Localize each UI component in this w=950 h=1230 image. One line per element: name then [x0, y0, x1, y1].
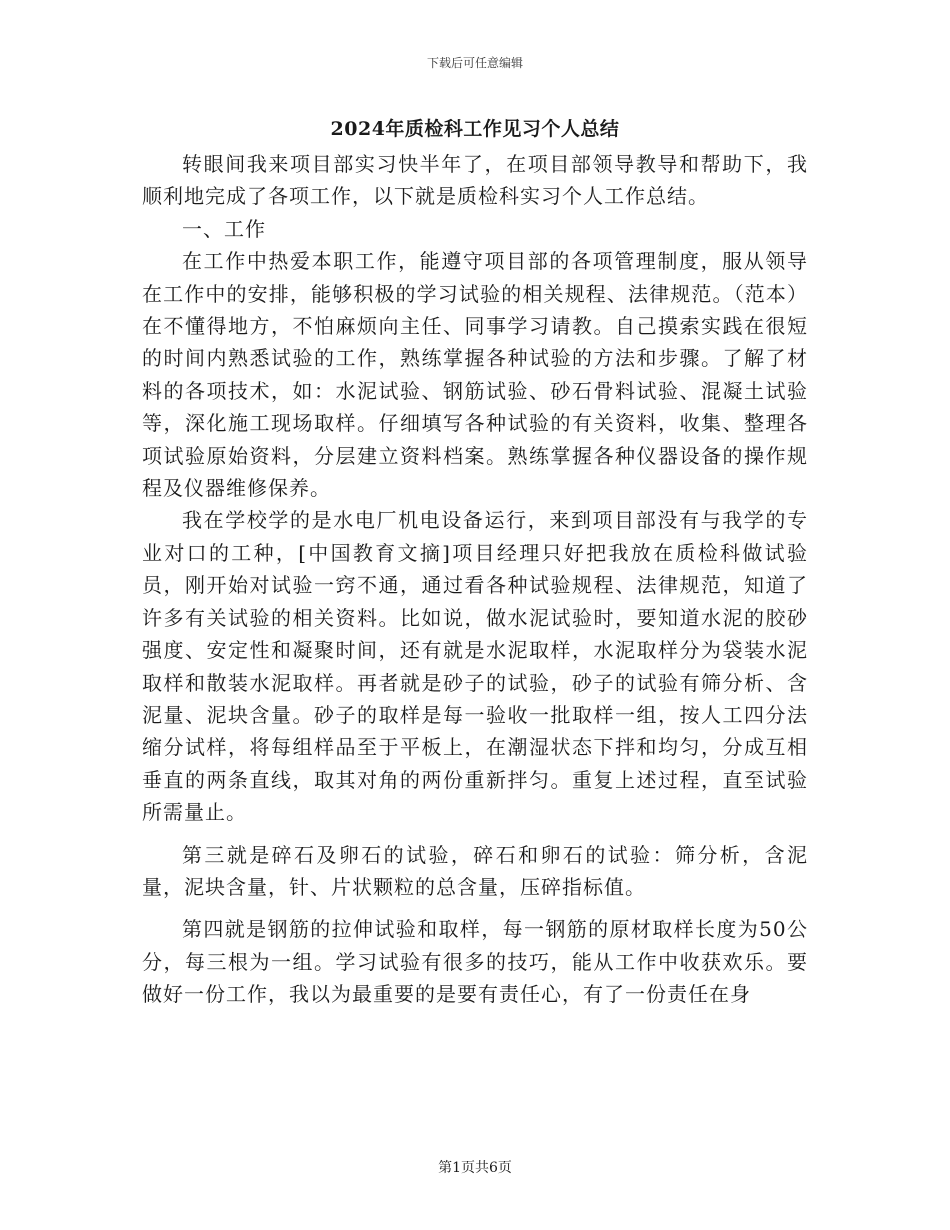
- document-body: [142, 148, 808, 1011]
- page-number-footer: 第1页共6页: [438, 1160, 512, 1176]
- paragraph-learning-tests: 我在学校学的是水电厂机电设备运行，来到项目部没有与我学的专业对口的工种，[中国教育文摘]项目经理只好把我放在质检科做试验员，刚开始对试验一窍不通，通过看各种试验规程、法律规范，知道了许多有关试验的相关资料。比如说，做水泥试验时，要知道水泥的胶砂强度、安定性和凝聚时间，还有就是水泥取样，水泥取样分为袋装水泥取样和散装水泥取样。再者就是砂子的试验，砂子的试验有筛分析、含泥量、泥块含量。砂子的取样是每一验收一批取样一组，按人工四分法缩分试样，将每组样品至于平板上，在潮湿状态下拌和均匀，分成互相垂直的两条直线，取其对角的两份重新拌匀。重复上述过程，直至试验所需量止。: [142, 508, 808, 825]
- section-heading-work: 一、工作: [182, 216, 266, 241]
- paragraph-intro: 转眼间我来项目部实习快半年了，在项目部领导教导和帮助下，我顺利地完成了各项工作，以下就是质检科实习个人工作总结。: [142, 152, 808, 209]
- paragraph-work-duties: 在工作中热爱本职工作，能遵守项目部的各项管理制度，服从领导在工作中的安排，能够积极的学习试验的相关规程、法律规范。（范本）在不懂得地方，不怕麻烦向主任、同事学习请教。自己摸索实践在很短的时间内熟悉试验的工作，熟练掌握各种试验的方法和步骤。了解了材料的各项技术，如：水泥试验、钢筋试验、砂石骨料试验、混凝土试验等，深化施工现场取样。仔细填写各种试验的有关资料，收集、整理各项试验原始资料，分层建立资料档案。熟练掌握各种仪器设备的操作规程及仪器维修保养。: [142, 249, 808, 501]
- document-title: 2024年质检科工作见习个人总结: [330, 118, 620, 140]
- paragraph-rebar-tests: 第四就是钢筋的拉伸试验和取样，每一钢筋的原材取样长度为50公分，每三根为一组。学习试验有很多的技巧，能从工作中收获欢乐。要做好一份工作，我以为最重要的是要有责任心，有了一份责任在身: [142, 917, 808, 1007]
- header-note: 下载后可任意编辑: [426, 56, 523, 70]
- paragraph-gravel-tests: 第三就是碎石及卵石的试验，碎石和卵石的试验：筛分析，含泥量，泥块含量，针、片状颗粒的总含量，压碎指标值。: [142, 842, 808, 899]
